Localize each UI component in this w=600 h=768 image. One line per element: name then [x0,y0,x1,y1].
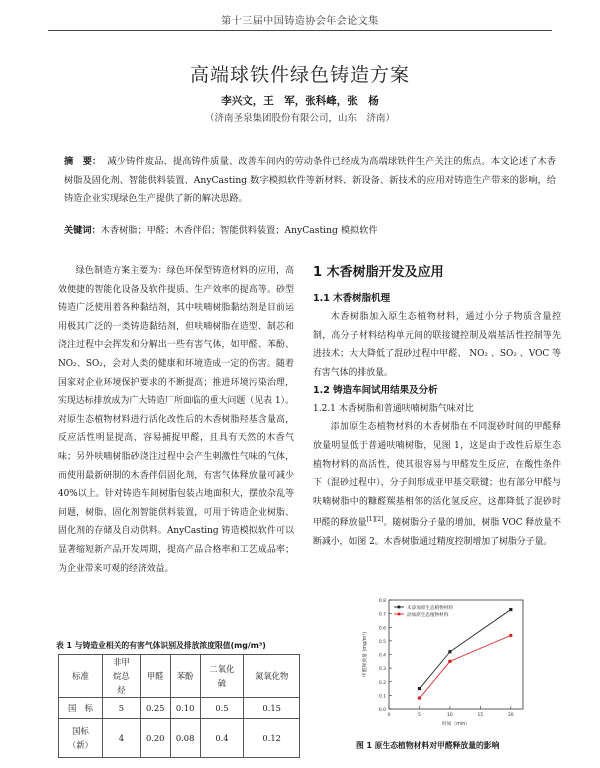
x-axis-label: 时间（min） [441,722,471,727]
table-cell: 0.5 [200,698,244,719]
table-cell: 0.20 [140,719,170,758]
table-cell: 0.15 [244,698,300,719]
keywords [64,222,556,236]
figure1-chart-container [355,592,535,737]
legend-label: 未添加原生态植物材料 [407,605,453,611]
x-tick-label: 15 [477,713,484,718]
abstract-text: 减少铸件废品、提高铸件质量、改善车间内的劳动条件已经成为高端球铁件生产关注的焦点。本文论述了木香树脂及固化剂、智能供料装置、AnyCasting 数字模拟软件等新材料、新设备、新技术的应用对铸造生产带来的影响，给铸造企业实现绿色生产提供了新的解决思路。 [64,156,557,204]
table-cell: 0.12 [244,719,300,758]
y-tick-label: 0.5 [378,639,386,645]
section-1-2-1-text-a: 添加原生态植物材料的木香树脂在不同混砂时间的甲醛释放量明显低于普通呋喃树脂，见图 1，这是由于改性后原生态植物材料的高活性，使其很容易与甲醛发生反应，在酸性条件下（混砂过程中），分子间形成亚甲基交联键；也有部分甲醛与呋喃树脂中的糠醛羰基相邻的活化氢反应，这都降低了混砂时甲醛的释放量 [313,422,561,529]
series-line [419,635,510,698]
table-header-cell: 甲醛 [140,655,170,698]
data-point [418,687,421,690]
data-point [448,660,451,663]
left-column-intro: 绿色制造方案主要为：绿色环保型铸造材料的应用，高效便捷的智能化设备及软件提质、生产效率的提高等。砂型铸造广泛使用着各种黏结剂，其中呋喃树脂黏结剂是目前运用极其广泛的一类铸造黏结剂，但呋喃树脂在造型、制芯和浇注过程中会挥发和分解出一些有害气体，如甲醛、苯酚、NO₂、SO₂，会对人类的健康和环境造成一定的伤害。随着国家对企业环境保护要求的不断提高；推进环境污染治理，实现达标排放成为广大铸造厂所面临的重大问题（见表 1）。对原生态植物材料进行活化改性后的木香树脂羟基含量高，反应活性明显提高，容易捕捉甲醛，且具有天然的木香气味；另外呋喃树脂砂浇注过程中会产生刺激性气味的气体，而使用最新研制的木香伴侣固化剂，有害气体释放量可减少 40%以上。针对铸造车间树脂包装占地面积大，摆放杂乱等问题，树脂、固化剂智能供料装置，可用于铸造企业树脂、固化剂的存储及自动供料。AnyCasting 铸造模拟软件可以显著缩短新产品开发周期，提高产品合格率和工艺成品率；为企业带来可观的经济效益。 [58,266,294,574]
x-tick-label: 5 [418,713,421,718]
section-1-2-1-text [313,418,561,551]
section-1-2-1-text-b: 。随树脂分子量的增加，树脂 VOC 释放量不断减小，如图 2。木香树脂通过精度控制增加了树脂分子量。 [313,518,561,547]
table-cell: 国 标 [59,698,103,719]
y-tick-label: 0.1 [378,694,386,700]
series-line [419,610,510,689]
x-tick-label: 10 [447,713,453,718]
table-cell: 0.25 [140,698,170,719]
table-header-cell: 标准 [59,655,103,698]
keywords-text: 木香树脂；甲醛；木香伴侣；智能供料装置；AnyCasting 模拟软件 [100,225,378,236]
table-cell: 0.08 [170,719,200,758]
data-point [509,634,512,637]
table-header-row [59,655,300,698]
data-point [509,608,512,611]
header-rule [48,30,552,31]
table-header-cell: 非甲烷总烃 [102,655,140,698]
table-header-cell: 二氧化硫 [200,655,244,698]
x-tick-label: 0 [387,713,391,718]
citation: [1][2] [366,516,384,524]
table-cell: 0.10 [170,698,200,719]
table-row [59,719,300,758]
right-column [313,262,561,552]
paper-title: 高端球铁件绿色铸造方案 [189,64,410,86]
table-row [59,698,300,719]
y-tick-label: 0.8 [378,599,386,604]
running-header: 第十三届中国铸造协会年会论文集 [221,16,379,27]
table-header-cell: 氮氧化物 [244,655,300,698]
keywords-label: 关键词： [64,225,101,236]
table-cell: 5 [102,698,140,719]
legend-marker [398,606,401,609]
figure1-chart [355,592,535,737]
y-axis-label: 甲醛释放量 (mg/m³) [363,631,368,678]
y-tick-label: 0.2 [378,680,386,686]
section-1-heading: 1 木香树脂开发及应用 [313,265,444,280]
section-1-2-1-heading: 1.2.1 木香树脂和普通呋喃树脂气味对比 [313,404,474,415]
table1-caption: 表 1 与铸造业相关的有害气体识别及排放浓度限值(mg/m³) [56,641,266,650]
y-tick-label: 0.4 [378,653,386,659]
table-cell: 国标（新） [59,719,103,758]
legend-marker [398,613,401,616]
table1 [58,654,300,758]
abstract [64,153,556,209]
paper-authors: 李兴文，王 军，张科峰，张 杨 [221,95,379,107]
legend-label: 添加原生态植物材料 [407,612,449,618]
y-tick-label: 0.6 [378,626,386,632]
y-tick-label: 0.7 [378,612,386,618]
data-point [418,696,421,699]
table-cell: 4 [102,719,140,758]
y-tick-label: 0.0 [378,708,386,713]
paper-affiliation: （济南圣泉集团股份有限公司，山东 济南） [204,113,395,124]
section-1-1-heading: 1.1 木香树脂机理 [313,293,391,304]
section-1-2-heading: 1.2 铸造车间试用结果及分析 [313,385,438,397]
figure1-caption: 图 1 原生态植物材料对甲醛释放量的影响 [356,741,500,750]
abstract-label: 摘 要： [64,156,102,167]
table-header-cell: 苯酚 [170,655,200,698]
y-tick-label: 0.3 [378,667,386,673]
x-tick-label: 20 [507,713,514,718]
data-point [448,650,451,653]
section-1-1-text: 木香树脂加入原生态植物材料，通过小分子物质含量控制，高分子材料结构单元间的联接键控制及端基活性控制等先进技术；大大降低了混砂过程中甲醛、 NO₂ 、SO₂ 、VOC 等有害气体的排放量。 [313,312,561,378]
table-cell: 0.4 [200,719,244,758]
